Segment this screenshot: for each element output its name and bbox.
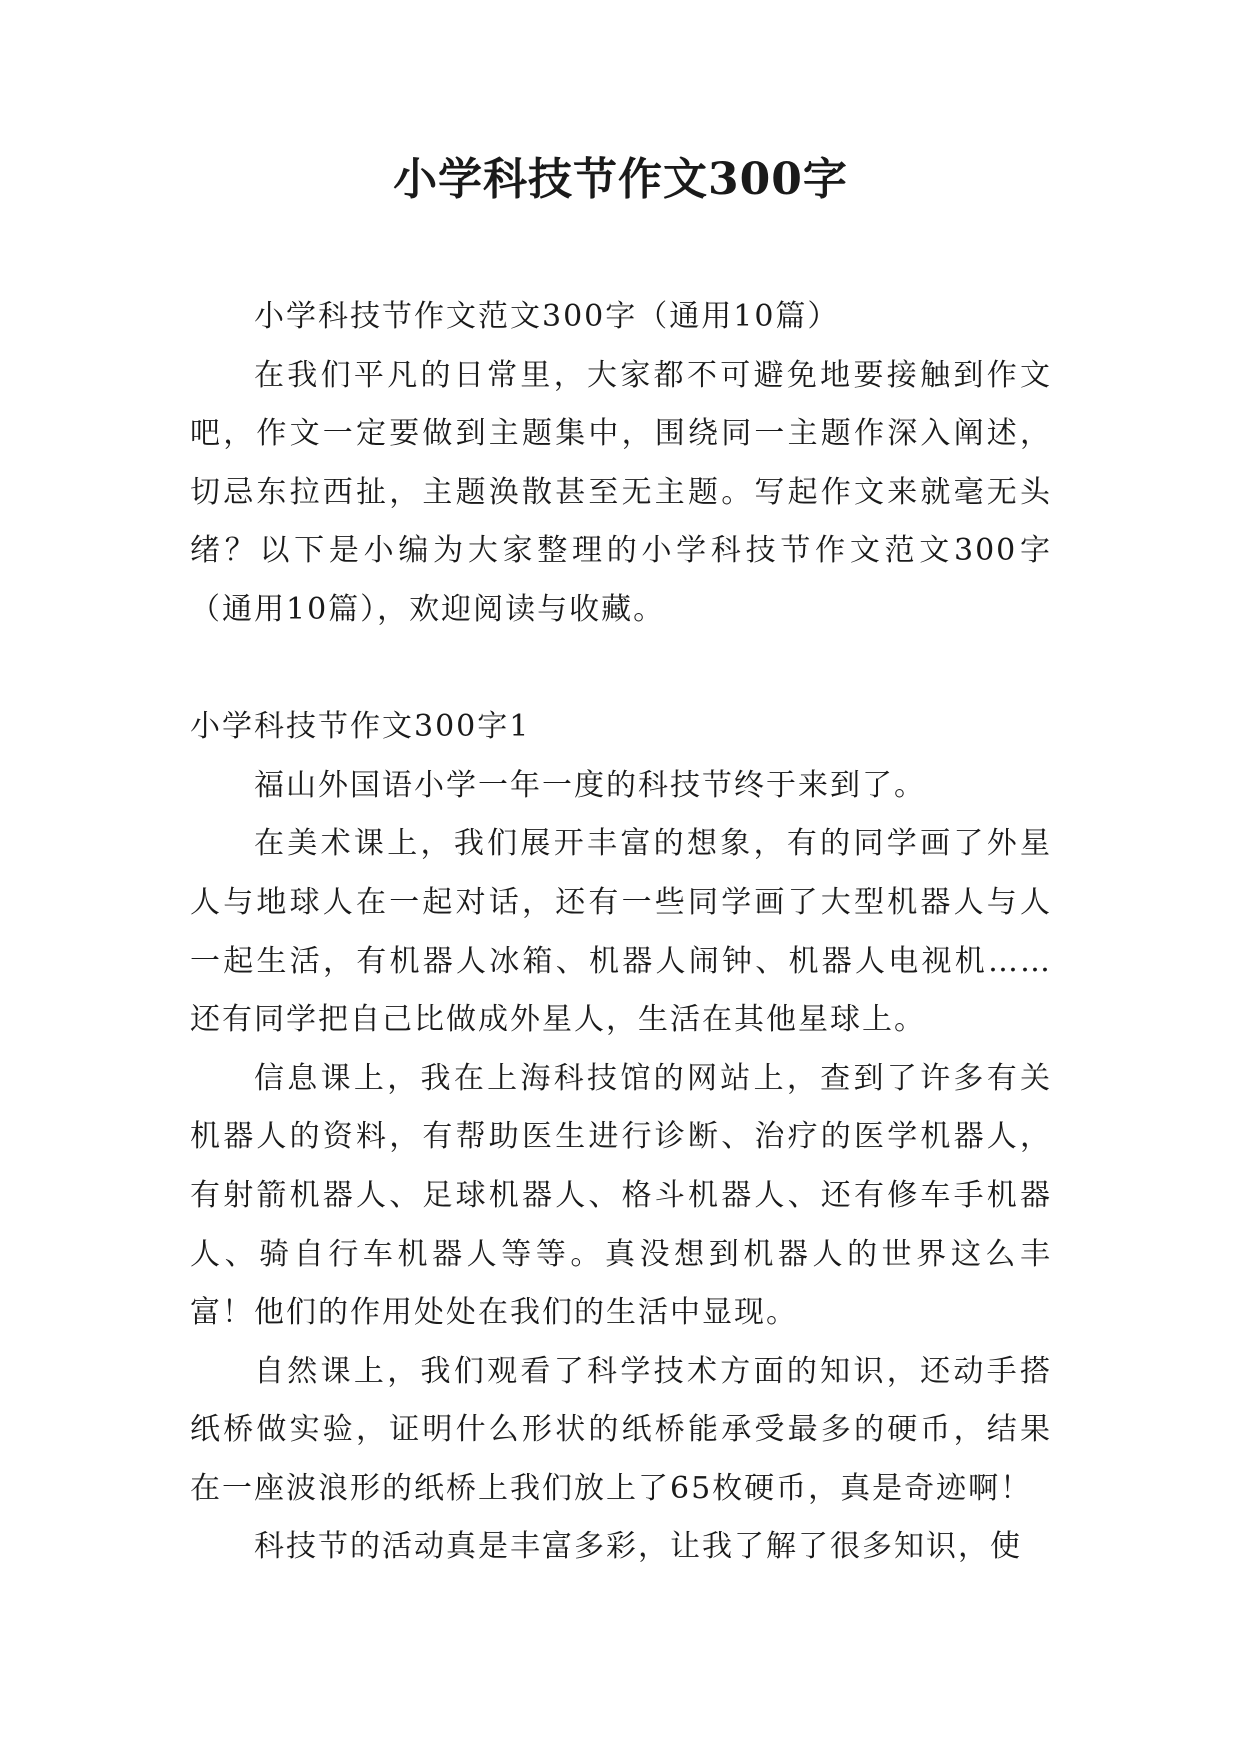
paragraph: 科技节的活动真是丰富多彩，让我了解了很多知识，使 — [254, 1529, 1022, 1565]
document-body — [190, 288, 1052, 1577]
intro-subtitle: 小学科技节作文范文300字（通用10篇） — [254, 299, 840, 334]
paragraph: 福山外国语小学一年一度的科技节终于来到了。 — [254, 767, 926, 803]
section-heading: 小学科技节作文300字1 — [190, 709, 531, 745]
paragraph: 在美术课上，我们展开丰富的想象，有的同学画了外星人与地球人在一起对话，还有一些同学画了大型机器人与人一起生活，有机器人冰箱、机器人闹钟、机器人电视机……还有同学把自己比做成外星人，生活在其他星球上。 — [190, 826, 1052, 1038]
paragraph: 自然课上，我们观看了科学技术方面的知识，还动手搭纸桥做实验，证明什么形状的纸桥能承受最多的硬币，结果在一座波浪形的纸桥上我们放上了65枚硬币，真是奇迹啊！ — [190, 1353, 1052, 1506]
page-title: 小学科技节作文300字 — [393, 154, 848, 205]
paragraph: 信息课上，我在上海科技馆的网站上，查到了许多有关机器人的资料，有帮助医生进行诊断、治疗的医学机器人，有射箭机器人、足球机器人、格斗机器人、还有修车手机器人、骑自行车机器人等等。真没想到机器人的世界这么丰富！他们的作用处处在我们的生活中显现。 — [190, 1060, 1052, 1331]
intro-paragraph: 在我们平凡的日常里，大家都不可避免地要接触到作文吧，作文一定要做到主题集中，围绕同一主题作深入阐述，切忌东拉西扯，主题涣散甚至无主题。写起作文来就毫无头绪？以下是小编为大家整理的小学科技节作文范文300字（通用10篇），欢迎阅读与收藏。 — [190, 357, 1052, 627]
